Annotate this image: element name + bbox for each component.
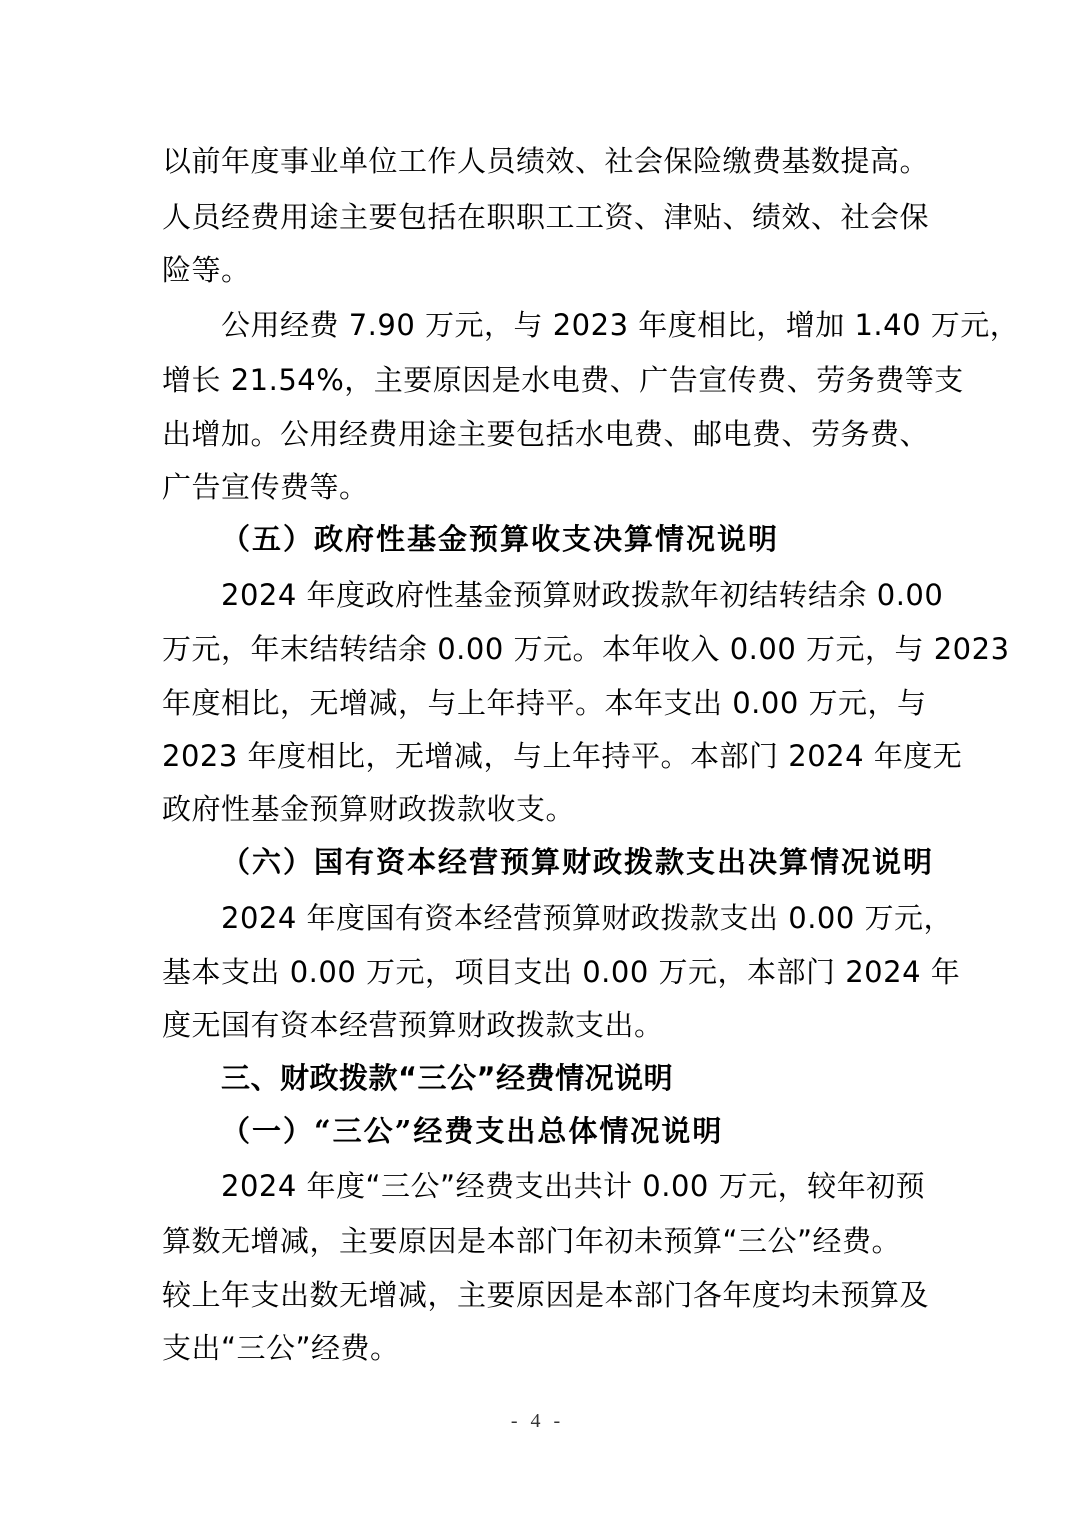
body-text-line: 人员经费用途主要包括在职职工工资、津贴、绩效、社会保	[162, 200, 930, 234]
body-text-line: 年度相比，无增减，与上年持平。本年支出 0.00 万元，与	[162, 686, 927, 720]
paragraph-start-line: 2024 年度“三公”经费支出共计 0.00 万元，较年初预	[221, 1169, 926, 1203]
body-text-line: 较上年支出数无增减，主要原因是本部门各年度均未预算及	[162, 1278, 930, 1312]
body-text-line: 2023 年度相比，无增减，与上年持平。本部门 2024 年度无	[162, 739, 963, 773]
paragraph-start-line: 公用经费 7.90 万元，与 2023 年度相比，增加 1.40 万元，	[221, 308, 1020, 342]
subsection-heading-5: （五）政府性基金预算收支决算情况说明	[221, 522, 780, 556]
paragraph-start-line: 2024 年度政府性基金预算财政拨款年初结转结余 0.00	[221, 578, 944, 612]
body-text-line: 支出“三公”经费。	[162, 1331, 400, 1365]
body-text-line: 险等。	[162, 253, 251, 287]
subsection-heading-6: （六）国有资本经营预算财政拨款支出决算情况说明	[221, 845, 935, 879]
paragraph-start-line: 2024 年度国有资本经营预算财政拨款支出 0.00 万元，	[221, 901, 954, 935]
page-number: - 4 -	[510, 1410, 565, 1432]
body-text-line: 算数无增减，主要原因是本部门年初未预算“三公”经费。	[162, 1224, 902, 1258]
body-text-line: 政府性基金预算财政拨款收支。	[162, 792, 576, 826]
body-text-line: 度无国有资本经营预算财政拨款支出。	[162, 1008, 664, 1042]
body-text-line: 增长 21.54%，主要原因是水电费、广告宣传费、劳务费等支	[162, 363, 964, 397]
body-text-line: 基本支出 0.00 万元，项目支出 0.00 万元，本部门 2024 年	[162, 955, 961, 989]
section-heading-3: 三、财政拨款“三公”经费情况说明	[221, 1061, 674, 1095]
body-text-line: 万元，年末结转结余 0.00 万元。本年收入 0.00 万元，与 2023	[162, 632, 1010, 666]
body-text-line: 以前年度事业单位工作人员绩效、社会保险缴费基数提高。	[162, 144, 930, 178]
subsection-heading-1: （一）“三公”经费支出总体情况说明	[221, 1114, 724, 1148]
body-text-line: 广告宣传费等。	[162, 470, 369, 504]
body-text-line: 出增加。公用经费用途主要包括水电费、邮电费、劳务费、	[162, 417, 930, 451]
